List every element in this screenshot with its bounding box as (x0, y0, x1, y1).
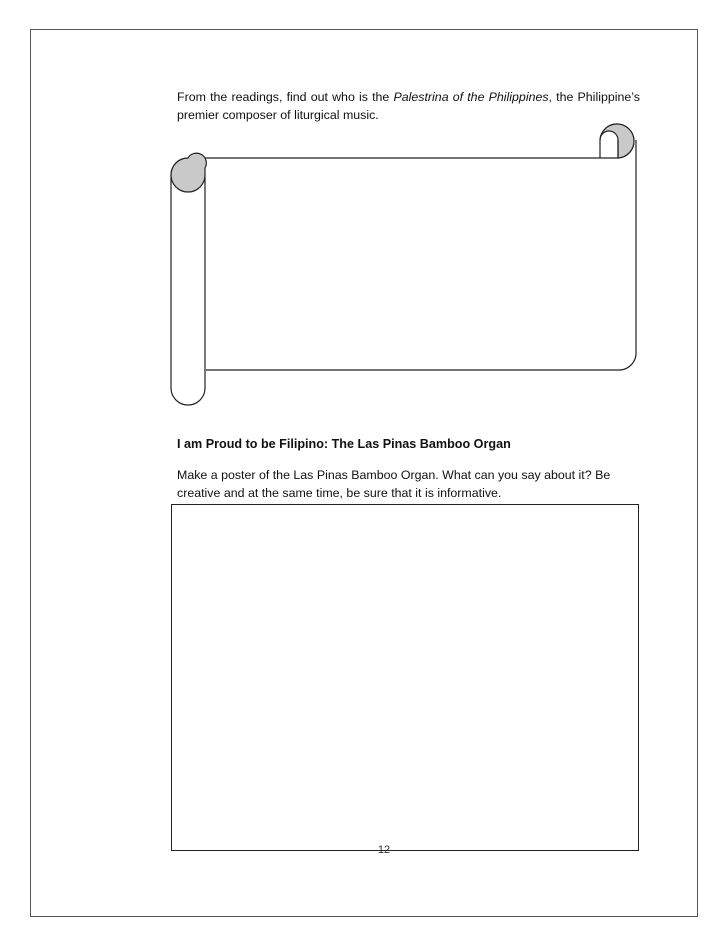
poster-answer-box[interactable] (171, 504, 639, 851)
scroll-left-roll (171, 158, 205, 405)
intro-text-after: , the Philippine’s premier composer of liturgical music. (177, 90, 640, 122)
intro-emphasis: Palestrina of the Philippines (393, 90, 549, 104)
scroll-curl-top-right (600, 124, 634, 158)
scroll-curl-left (171, 153, 206, 192)
poster-instructions: Make a poster of the Las Pinas Bamboo Organ. What can you say about it? Be creative and at the same time, be sure that it is informative. (177, 468, 611, 500)
scroll-right-edge (206, 140, 636, 370)
section-heading: I am Proud to be Filipino: The Las Pinas Bamboo Organ (177, 437, 511, 451)
intro-text-before: From the readings, find out who is the (177, 90, 394, 104)
scroll-answer-area[interactable] (166, 120, 642, 410)
intro-question (177, 88, 640, 124)
page-number: 12 (377, 844, 391, 856)
